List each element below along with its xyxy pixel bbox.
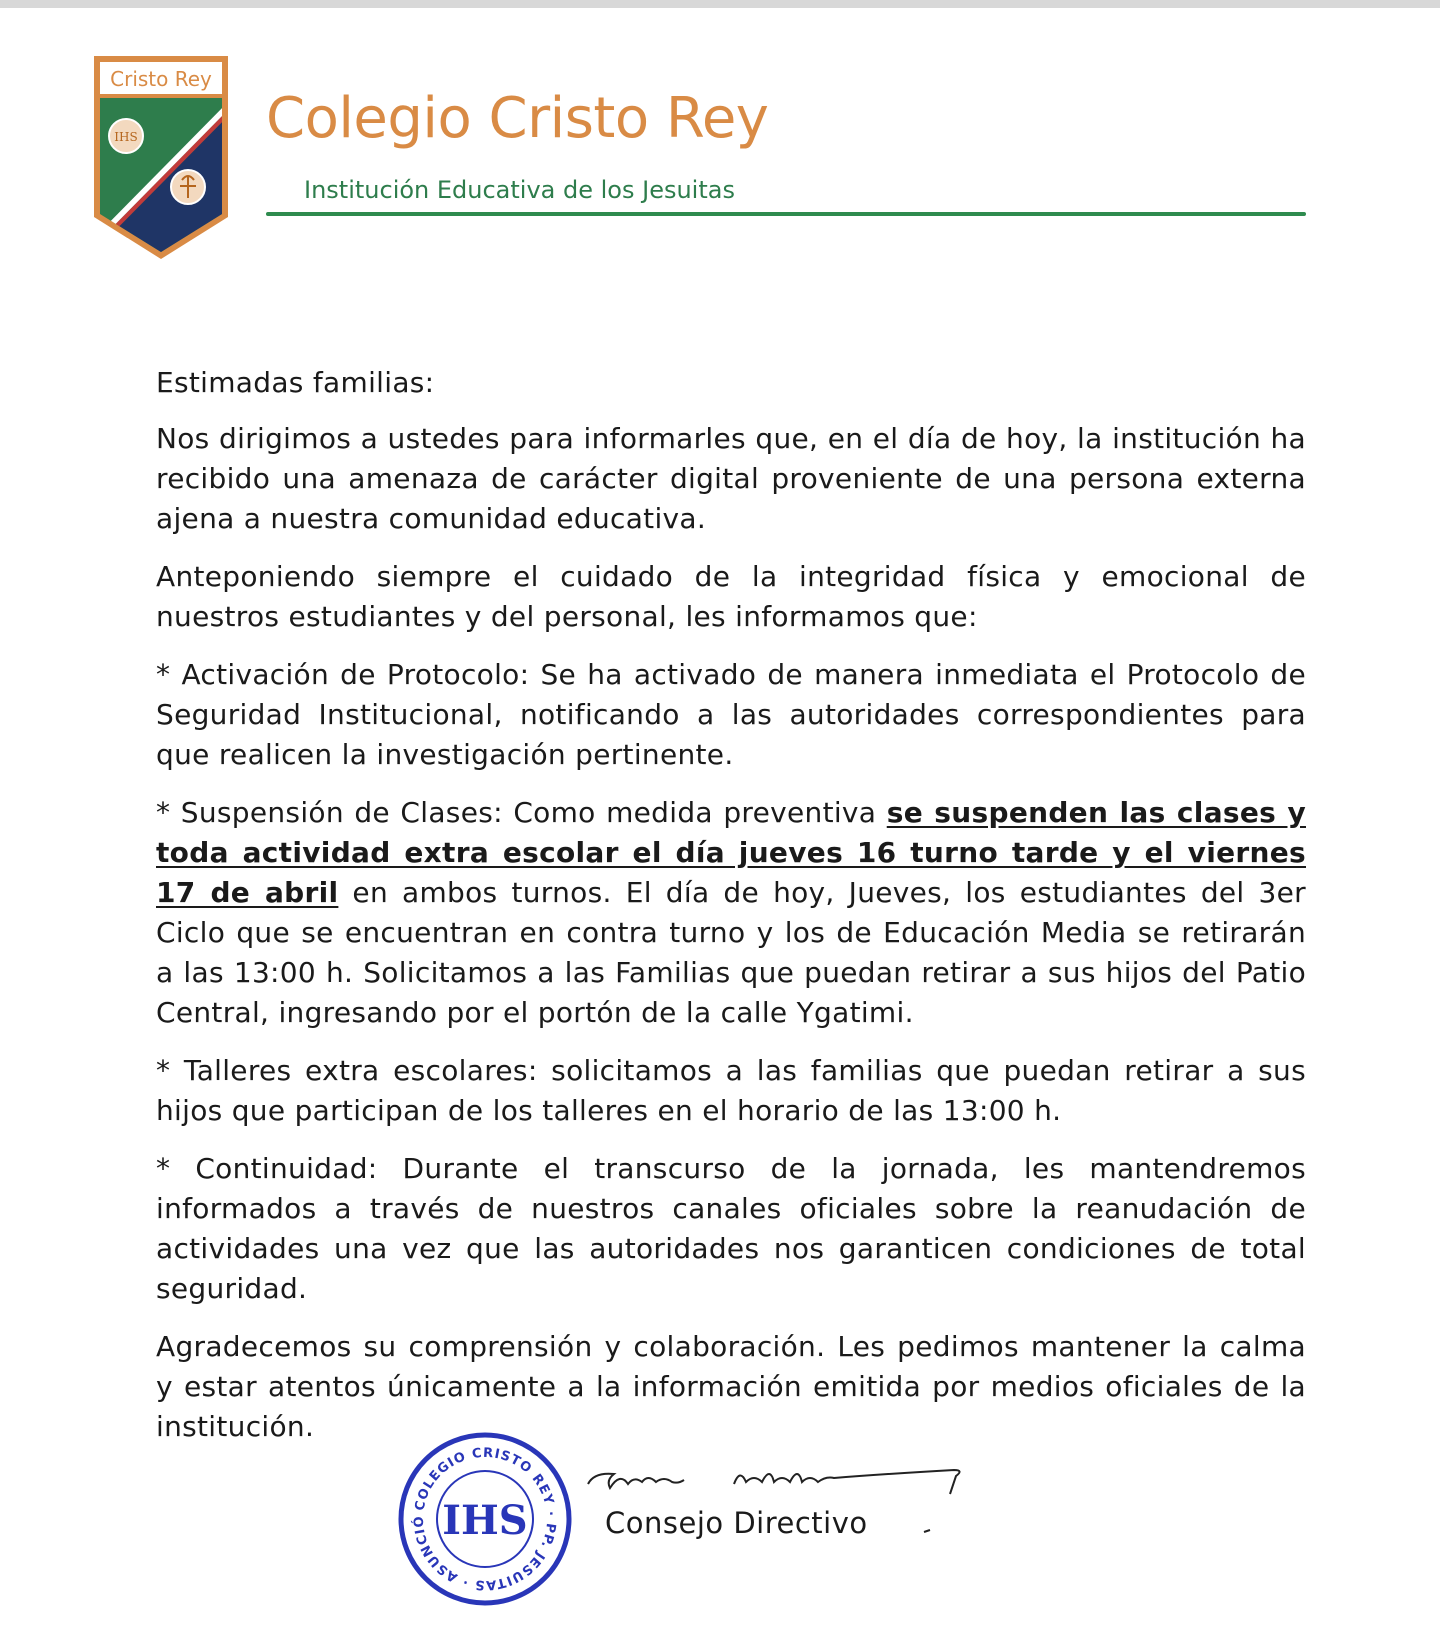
suspension-details: en ambos turnos. El día de hoy, Jueves, los estudiantes del 3er Ciclo que se encuentran en contra turno y los de Educación Media se retirarán a las 13:00 h. Solicitamos a las Familias que puedan retirar a sus hijos del Patio Central, ingresando por el portón de la calle Ygatimi. (156, 876, 1306, 1029)
header-divider (266, 212, 1306, 216)
greeting: Estimadas familias: (156, 366, 435, 399)
seal-monogram: IHS (442, 1497, 528, 1544)
school-name: Colegio Cristo Rey (266, 86, 769, 151)
paragraph-closing: Agradecemos su comprensión y colaboración. Les pedimos mantener la calma y estar atentos únicamente a la información emitida por medios oficiales de la institución. (156, 1330, 1306, 1443)
suspension-highlight: se suspenden las clases y toda actividad extra escolar el día jueves 16 turno tarde y el viernes 17 de abril (156, 796, 1306, 909)
school-crest-logo (92, 54, 230, 260)
signer-title: Consejo Directivo (605, 1506, 868, 1540)
crest-monogram: IHS (114, 130, 138, 144)
letter-body (156, 363, 1306, 1465)
paragraph-intro: Nos dirigimos a ustedes para informarles que, en el día de hoy, la institución ha recibido una amenaza de carácter digital proveniente de una persona externa ajena a nuestra comunidad educativa. (156, 422, 1306, 535)
paragraph-care: Anteponiendo siempre el cuidado de la integridad física y emocional de nuestros estudiantes y del personal, les informamos que: (156, 560, 1306, 633)
paragraph-protocol: * Activación de Protocolo: Se ha activado de manera inmediata el Protocolo de Seguridad Institucional, notificando a las autoridades correspondientes para que realicen la investigación pertinente. (156, 658, 1306, 771)
seal-ring-text: COLEGIO CRISTO REY · PP. JESUITAS · ASUNCIÓ (411, 1445, 559, 1593)
paragraph-continuity: * Continuidad: Durante el transcurso de la jornada, les mantendremos informados a través de nuestros canales oficiales sobre la reanudación de actividades una vez que las autoridades nos garanticen condiciones de total seguridad. (156, 1152, 1306, 1305)
school-subtitle: Institución Educativa de los Jesuitas (304, 176, 735, 204)
crest-label: Cristo Rey (110, 67, 212, 91)
paragraph-workshops: * Talleres extra escolares: solicitamos a las familias que puedan retirar a sus hijos que participan de los talleres en el horario de las 13:00 h. (156, 1054, 1306, 1127)
suspension-intro: * Suspensión de Clases: Como medida preventiva (156, 796, 887, 829)
paragraph-suspension (156, 793, 1306, 1033)
official-seal-stamp (396, 1430, 574, 1608)
